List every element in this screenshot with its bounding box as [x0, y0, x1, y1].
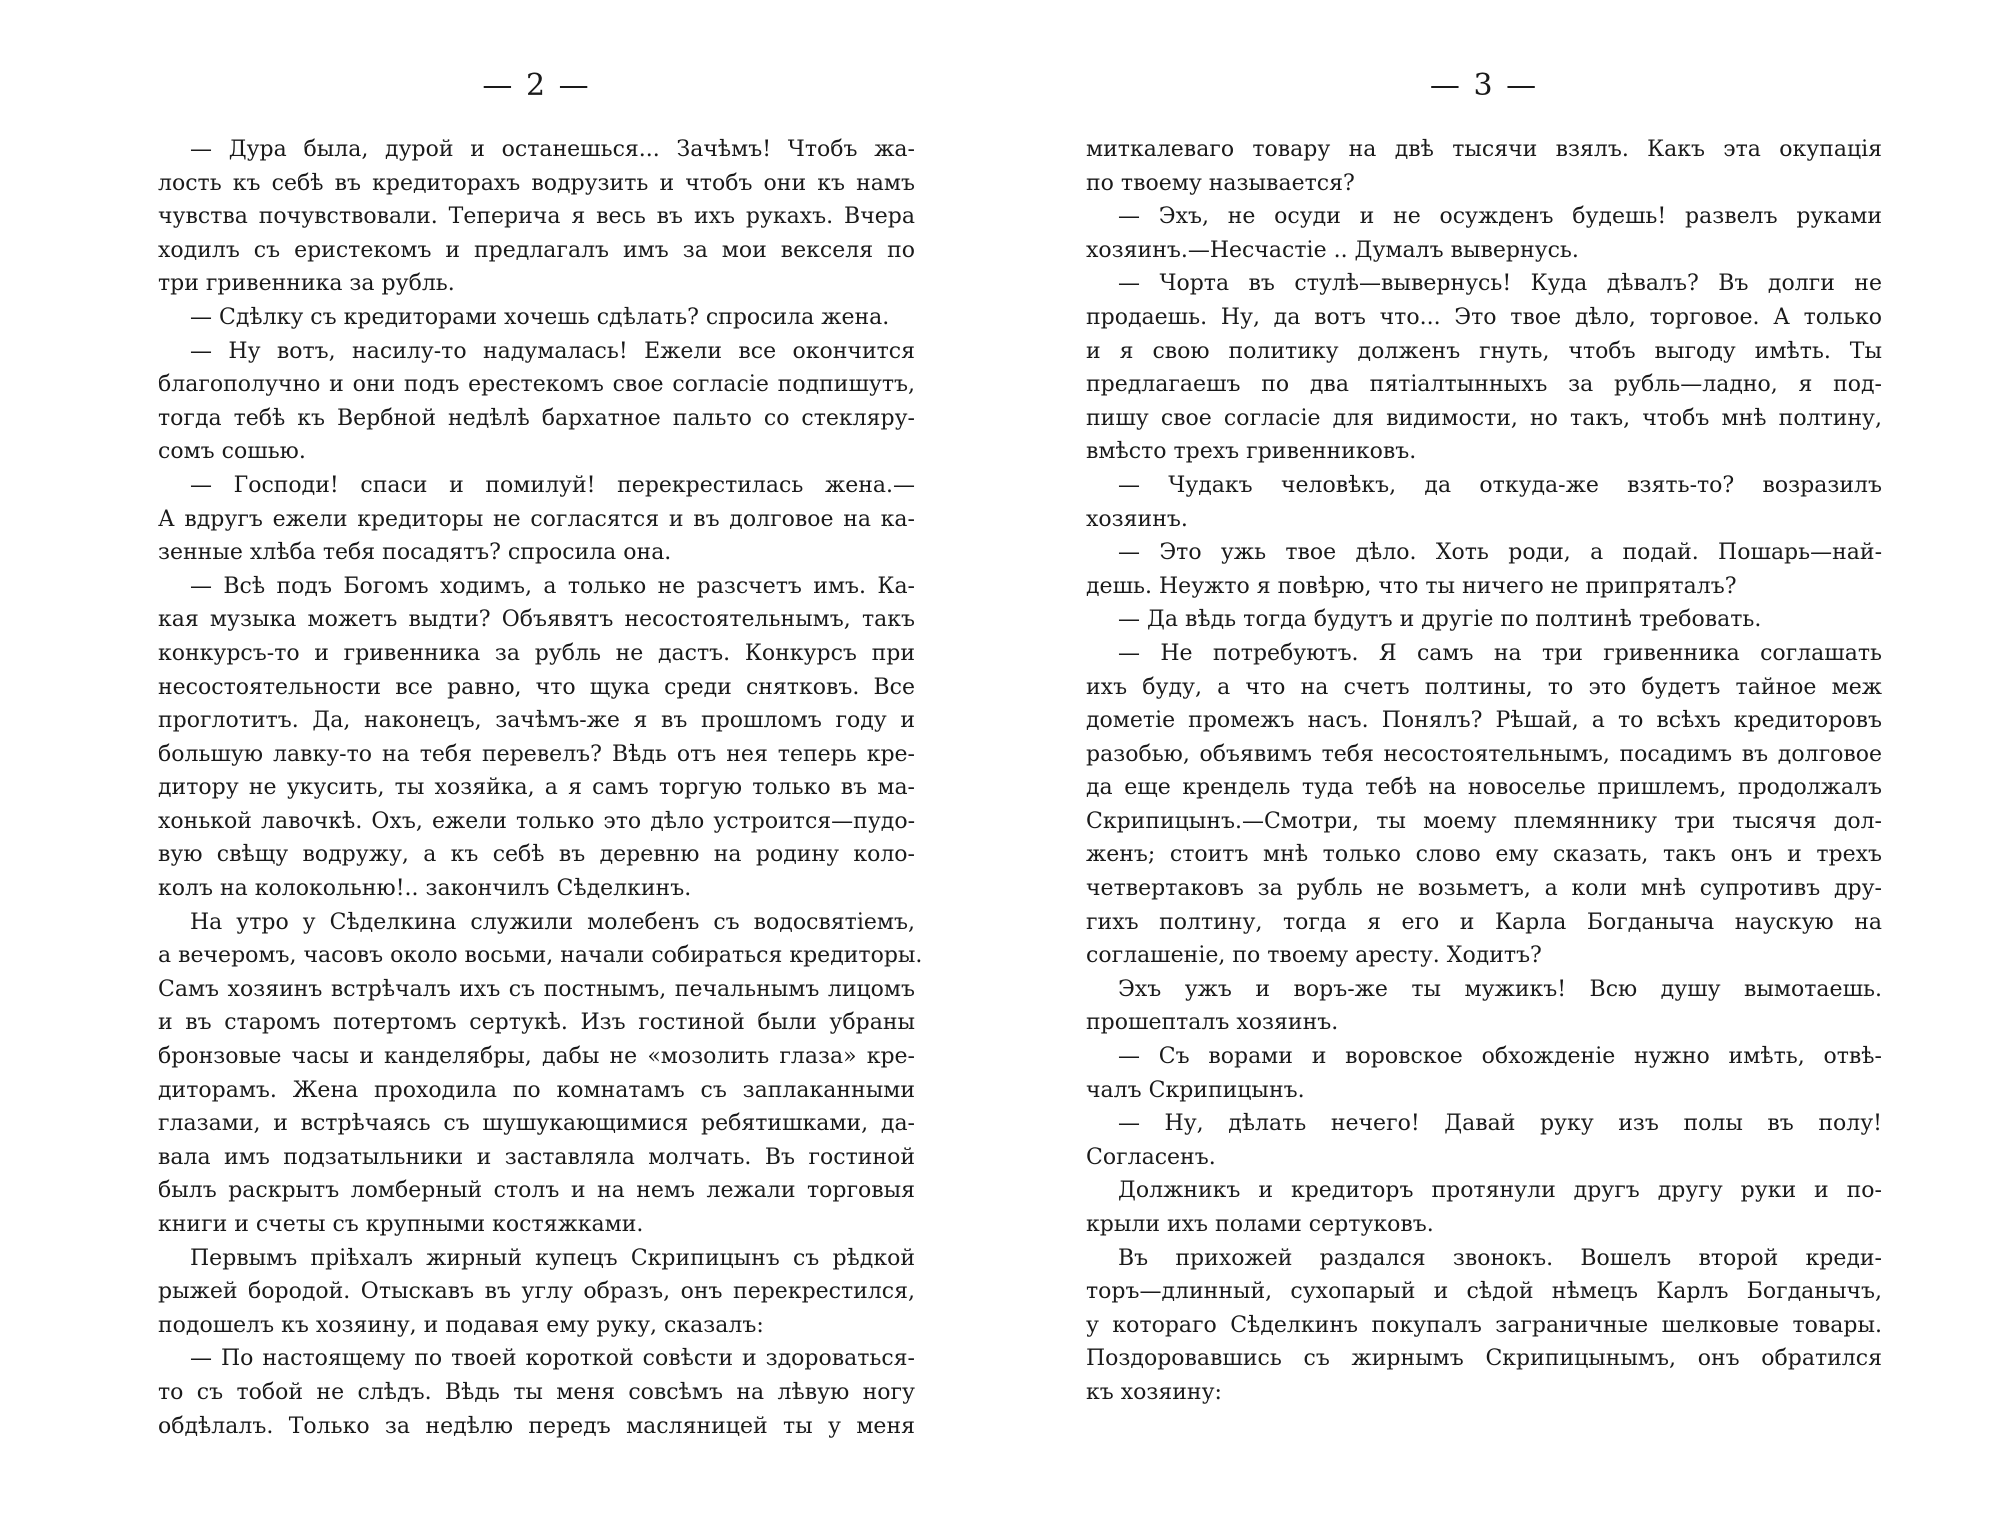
text-line: — Не потребуютъ. Я самъ на три гривенника соглашать [1118, 640, 1882, 666]
text-line: Скрипицынъ.—Смотри, ты моему племяннику три тысячя дол- [1086, 808, 1882, 834]
text-line: продаешь. Ну, да вотъ что... Это твое дѣло, торговое. А только [1086, 304, 1882, 330]
text-line: благополучно и они подъ ерестекомъ свое согласіе подпишутъ, [158, 372, 915, 398]
text-line: и я свою политику долженъ гнуть, чтобъ выгоду имѣть. Ты [1086, 338, 1882, 364]
text-line: рыжей бородой. Отыскавъ въ углу образъ, онъ перекрестился, [158, 1279, 915, 1305]
text-line: бронзовые часы и канделябры, дабы не «мозолить глаза» кре- [158, 1044, 915, 1070]
text-line: — Ну, дѣлать нечего! Давай руку изъ полы въ полу! [1118, 1111, 1882, 1137]
text-line: подошелъ къ хозяину, и подавая ему руку, сказалъ: [158, 1312, 764, 1338]
text-line: пишу свое согласіе для видимости, но такъ, чтобъ мнѣ полтину, [1086, 405, 1882, 431]
text-line: лость къ себѣ въ кредиторахъ водрузить и чтобъ они къ намъ [158, 170, 915, 196]
text-line: тогда тебѣ къ Вербной недѣлѣ бархатное пальто со стекляру- [158, 405, 915, 431]
text-line: да еще крендель туда тебѣ на новоселье пришлемъ, продолжалъ [1086, 775, 1882, 801]
text-line: у котораго Сѣделкинъ покупалъ заграничные шелковые товары. [1086, 1312, 1882, 1338]
text-line: соглашеніе, по твоему аресту. Ходитъ? [1086, 943, 1542, 969]
text-line: крыли ихъ полами сертуковъ. [1086, 1212, 1434, 1237]
text-line: прошепталъ хозяинъ. [1086, 1010, 1339, 1036]
text-line: Эхъ ужъ и воръ-же ты мужикъ! Всю душу вымотаешь. [1118, 976, 1882, 1002]
text-line: четвертаковъ за рубль не возьметъ, а коли мнѣ супротивъ дру- [1086, 876, 1882, 902]
right-page [1086, 0, 1882, 1522]
page-text [158, 133, 923, 1443]
text-line: хозяинъ. [1086, 506, 1188, 532]
text-line: — Дура была, дурой и останешься... Зачѣмъ! Чтобъ жа- [190, 137, 915, 162]
text-line: разобью, объявимъ тебя несостоятельнымъ, посадимъ въ долговое [1086, 741, 1882, 767]
text-line: Должникъ и кредиторъ протянули другъ другу руки и по- [1118, 1178, 1882, 1204]
text-line: миткалеваго товару на двѣ тысячи взялъ. Какъ эта окупація [1086, 137, 1882, 162]
text-line: женъ; стоитъ мнѣ только слово ему сказать, такъ онъ и трехъ [1086, 842, 1882, 868]
page-number: — 2 — [482, 68, 591, 103]
text-line: проглотитъ. Да, наконецъ, зачѣмъ-же я въ прошломъ году и [158, 708, 915, 734]
text-line: сомъ сошью. [158, 439, 306, 465]
text-line: глазами, и встрѣчаясь съ шушукающимися ребятишками, да- [158, 1111, 915, 1137]
text-line: дитору не укусить, ты хозяйка, а я самъ торгую только въ ма- [158, 775, 915, 801]
text-line: — Сдѣлку съ кредиторами хочешь сдѣлать? спросила жена. [190, 304, 890, 330]
text-line: — Чудакъ человѣкъ, да откуда-же взять-то? возразилъ [1118, 472, 1882, 498]
text-line: — Ну вотъ, насилу-то надумалась! Ежели все окончится [190, 338, 915, 364]
text-line: ходилъ съ еристекомъ и предлагалъ имъ за мои векселя по [158, 237, 915, 263]
left-page [158, 0, 923, 1522]
text-line: и въ старомъ потертомъ сертукѣ. Изъ гостиной были убраны [158, 1010, 915, 1036]
text-line: зенные хлѣба тебя посадятъ? спросила она. [158, 540, 672, 566]
text-line: кая музыка можетъ выдти? Объявятъ несостоятельнымъ, такъ [158, 607, 915, 633]
text-line: конкурсъ-то и гривенника за рубль не дастъ. Конкурсъ при [158, 640, 915, 666]
text-line: обдѣлалъ. Только за недѣлю передъ масляницей ты у меня [158, 1413, 915, 1439]
text-line: дометіе промежъ насъ. Понялъ? Рѣшай, а то всѣхъ кредиторовъ [1086, 708, 1882, 734]
text-line: чувства почувствовали. Теперича я весь въ ихъ рукахъ. Вчера [158, 204, 915, 230]
text-line: Самъ хозяинъ встрѣчалъ ихъ съ постнымъ, печальнымъ лицомъ [158, 976, 915, 1002]
text-line: торъ—длинный, сухопарый и сѣдой нѣмецъ Карлъ Богданычъ, [1086, 1279, 1882, 1305]
text-line: — Эхъ, не осуди и не осужденъ будешь! развелъ руками [1118, 204, 1882, 230]
text-line: А вдругъ ежели кредиторы не согласятся и въ долговое на ка- [158, 506, 915, 532]
text-line: три гривенника за рубль. [158, 271, 455, 297]
text-line: къ хозяину: [1086, 1379, 1222, 1405]
text-line: а вечеромъ, часовъ около восьми, начали собираться кредиторы. [158, 943, 923, 969]
text-line: Согласенъ. [1086, 1144, 1216, 1170]
text-line: вую свѣщу водружу, а къ себѣ въ деревню на родину коло- [158, 842, 915, 868]
text-line: диторамъ. Жена проходила по комнатамъ съ заплаканными [158, 1077, 915, 1103]
text-line: былъ раскрытъ ломберный столъ и на немъ лежали торговыя [158, 1178, 915, 1204]
text-line: предлагаешъ по два пятіалтынныхъ за рубль—ладно, я под- [1086, 372, 1882, 398]
text-line: На утро у Сѣделкина служили молебенъ съ водосвятіемъ, [190, 909, 915, 935]
text-line: дешь. Неужто я повѣрю, что ты ничего не припряталъ? [1086, 573, 1737, 599]
page-number: — 3 — [1429, 68, 1539, 103]
text-line: Поздоровавшись съ жирнымъ Скрипицынымъ, онъ обратился [1086, 1346, 1882, 1372]
text-line: — Всѣ подъ Богомъ ходимъ, а только не разсчетъ имъ. Ка- [190, 573, 915, 599]
text-line: — Да вѣдь тогда будутъ и другіе по полтинѣ требовать. [1118, 607, 1762, 633]
text-line: — Чорта въ стулѣ—вывернусь! Куда дѣвалъ? Въ долги не [1118, 271, 1882, 297]
text-line: — Это ужь твое дѣло. Хоть роди, а подай. Пошарь—най- [1118, 540, 1882, 566]
text-line: книги и счеты съ крупными костяжками. [158, 1212, 644, 1237]
text-line: Въ прихожей раздался звонокъ. Вошелъ второй креди- [1118, 1245, 1882, 1271]
text-line: гихъ полтину, тогда я его и Карла Богданыча наускую на [1086, 909, 1882, 935]
text-line: колъ на колокольню!.. закончилъ Сѣделкинъ. [158, 876, 692, 902]
text-line: несостоятельности все равно, что щука среди снятковъ. Все [158, 674, 915, 700]
page-text [1086, 133, 1882, 1410]
text-line: по твоему называется? [1086, 170, 1355, 196]
text-line: — Съ ворами и воровское обхожденіе нужно имѣть, отвѣ- [1118, 1044, 1882, 1070]
text-line: хозяинъ.—Несчастіе .. Думалъ вывернусь. [1086, 237, 1579, 263]
text-line: вмѣсто трехъ гривенниковъ. [1086, 439, 1417, 465]
text-line: — По настоящему по твоей короткой совѣсти и здороваться- [190, 1346, 915, 1372]
text-line: чалъ Скрипицынъ. [1086, 1077, 1305, 1103]
text-line: — Господи! спаси и помилуй! перекрестилась жена.— [190, 472, 915, 498]
text-line: большую лавку-то на тебя перевелъ? Вѣдь отъ нея теперь кре- [158, 741, 915, 767]
text-line: вала имъ подзатыльники и заставляла молчать. Въ гостиной [158, 1144, 915, 1170]
text-line: ихъ буду, а что на счетъ полтины, то это будетъ тайное меж [1086, 674, 1882, 700]
text-line: Первымъ пріѣхалъ жирный купецъ Скрипицынъ съ рѣдкой [190, 1245, 915, 1271]
text-line: то съ тобой не слѣдъ. Вѣдь ты меня совсѣмъ на лѣвую ногу [158, 1379, 915, 1405]
text-line: хонькой лавочкѣ. Охъ, ежели только это дѣло устроится—пудо- [158, 808, 915, 834]
